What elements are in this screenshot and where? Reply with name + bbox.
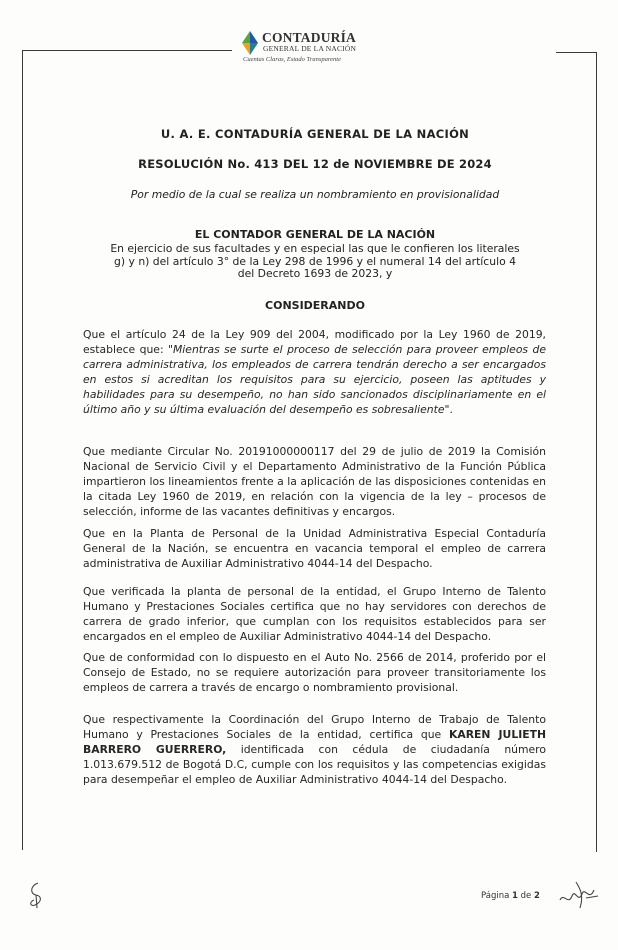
- brand-slogan: Cuentas Claras, Estado Transparente: [243, 56, 341, 63]
- entity-heading: U. A. E. CONTADURÍA GENERAL DE LA NACIÓN: [160, 127, 470, 141]
- page-number: [481, 891, 540, 901]
- resolution-subtitle: Por medio de la cual se realiza un nombramiento en provisionalidad: [130, 188, 500, 201]
- paragraph-6: [83, 712, 546, 787]
- resolution-day: 12: [312, 157, 330, 171]
- frame-top-right-line: [556, 52, 596, 53]
- frame-right-line: [596, 52, 597, 852]
- authority-heading: EL CONTADOR GENERAL DE LA NACIÓN: [194, 228, 436, 241]
- preamble-line: del Decreto 1693 de 2023, y: [237, 267, 393, 280]
- logo-mark-icon: [240, 30, 260, 56]
- preamble-line: En ejercicio de sus facultades y en especial las que le confieren los literales: [110, 242, 520, 255]
- paragraph-4: Que verificada la planta de personal de la entidad, el Grupo Interno de Talento Humano y Prestaciones Sociales certifica que no hay servidores con derechos de carrera de grado inferior, que cumplan con los requisitos establecidos para ser encargados en el empleo de Auxiliar Administrativo 4044-14 del Despacho.: [83, 585, 546, 643]
- initials-signature-right: [556, 876, 602, 912]
- preamble: [90, 243, 540, 281]
- brand-name: CONTADURÍA: [262, 30, 357, 45]
- page-current: 1: [512, 891, 518, 901]
- paragraph-5: Que de conformidad con lo dispuesto en el Auto No. 2566 de 2014, proferido por el Consejo de Estado, no se requiere autorización para proveer transitoriamente los empleos de carrera a través de encargo o nombramiento provisional.: [83, 651, 546, 694]
- frame-left-line: [22, 50, 23, 850]
- page-label: Página: [481, 891, 510, 901]
- resolution-de-upper: DE: [436, 157, 455, 171]
- resolution-label: RESOLUCIÓN No.: [138, 157, 251, 171]
- page-total: 2: [533, 891, 540, 901]
- initials-signature-left: [26, 880, 48, 910]
- resolution-number: 413: [254, 157, 279, 171]
- p1-quote: "Mientras se surte el proceso de selección para proveer empleos de carrera administrativa, los empleados de carrera tendrán derecho a ser encargados en estos si acreditan los requisitos para su ejercicio, poseen las aptitudes y habilidades para su desempeño, no han sido sancionados disciplinariamente en el último año y su última evaluación del desempeño es sobresaliente": [83, 343, 546, 416]
- preamble-line: g) y n) del artículo 3° de la Ley 298 de 1996 y el numeral 14 del artículo 4: [114, 254, 516, 268]
- p1-intro: Que el artículo 24 de la Ley 909 del 2004, modificado por la Ley 1960 de 2019, establece que:: [83, 328, 546, 356]
- paragraph-3: Que en la Planta de Personal de la Unidad Administrativa Especial Contaduría General de la Nación, se encuentra en vacancia temporal el empleo de carrera administrativa de Auxiliar Administrativo 4044-14 del Despacho.: [83, 527, 546, 570]
- entity-logo: [240, 28, 390, 68]
- paragraph-2: Que mediante Circular No. 20191000000117 del 29 de julio de 2019 la Comisión Nacional de Servicio Civil y el Departamento Administrativo de la Función Pública impartieron los lineamientos frente a la aplicación de las disposiciones contenidas en la citada Ley 1960 de 2019, en relación con la vigencia de la ley – procesos de selección, informe de las vacantes definitivas y encargos.: [83, 445, 546, 518]
- frame-top-line: [22, 50, 232, 51]
- resolution-heading: [90, 157, 540, 171]
- p6-person-name: KAREN JULIETH BARRERO GUERRERO,: [83, 728, 546, 756]
- resolution-month: NOVIEMBRE: [353, 157, 433, 171]
- resolution-del: DEL: [283, 157, 309, 171]
- p6-text-a: Que respectivamente la Coordinación del Grupo Interno de Trabajo de Talento Humano y Prestaciones Sociales de la entidad, certifica que: [83, 713, 546, 741]
- p6-text-b: identificada con cédula de ciudadanía número 1.013.679.512 de Bogotá D.C, cumple con los requisitos y las competencias exigidas para desempeñar el empleo de Auxiliar Administrativo 4044-14 del Despacho.: [83, 743, 546, 786]
- p1-end: .: [449, 403, 453, 416]
- resolution-de: de: [333, 157, 350, 171]
- brand-subtitle: GENERAL DE LA NACIÓN: [263, 44, 357, 53]
- resolution-year: 2024: [459, 157, 492, 171]
- page-of: de: [520, 891, 532, 901]
- considerando-heading: CONSIDERANDO: [265, 299, 365, 312]
- paragraph-1: [83, 327, 546, 417]
